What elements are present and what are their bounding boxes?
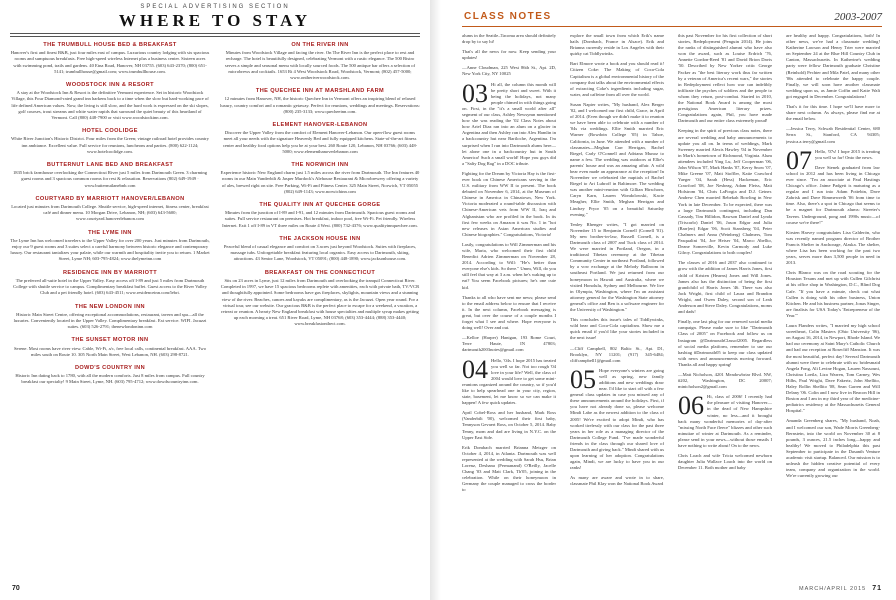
note-paragraph: That's all the news for now. Keep sending your updates! [462, 49, 556, 61]
listing-entry [220, 162, 420, 195]
listing-body: The preferred all-suite hotel in the Upper Valley. Easy access off I-89 and just 5 miles from Dartmouth College with shuttle service to campus. Complimentary breakfast buffet. Guest access to the River Valley Club and a pet friendly hotel. (603) 643-4511; www.residenceinn.com/lebri. [13, 277, 207, 296]
listing-body: Minutes from Woodstock Village and facing the river. On The River Inn is the perfect place to rest and recharge. The hotel is beautifully designed, celebrating Vermont with a rustic elegance. The 500 Bistro serves a simple and seasonal menu with locally sourced foods. The 500 antique bar offers a selection of microbrews and cocktails. 1653 Rt 4 West Woodstock Road, Woodstock, Vermont; (802) 457-5000; www.ontheriverwoodstock.com. [224, 50, 416, 81]
note-paragraph: Susan Napier writes, "My husband, Alex Berger '02, and I welcomed our first child, Grace, in April of 2014. (Even though we didn't make it to reunion we have been able to celebrate with a number of '04s via weddings. Ellie Smith married Eric Warner (Bowdoin College '05) in Tahoe, California, in June. We attended with a number of classmates—Meghan Carr Herrigan, Rachel Riegel, Carly O'Connell and Adriana Munoz to name a few. The wedding was outdoors at Ellie's parents' house and was an amazing affair. A wild bear even made an appearance at the reception! In November we celebrated the nuptials of Rachel Riegel to Ari Lubroff in Baltimore. The wedding was another mini-reunion with Gillian Hirschorn, Caryn Karn, Lauren Wondolowski, Kacie Meagher, Ellie Smith, Meghan Herrigan and Lindsey Pryor '05 on a beautiful Saturday evening." [570, 101, 664, 217]
listing-entry [10, 42, 210, 75]
listing-title: THE NEW LONDON INN [75, 303, 145, 310]
listing-body: Experience historic New England charm just 1.5 miles across the river from Dartmouth. The Inn features 40 rooms in our Main Vanderbilt & Jasper Murdock's Alehouse Restaurant & Microbrewery offering a variety of ales, brewed right on site. Free Parking, Wi-Fi and Fitness Center. 325 Main Street, Norwich, VT 05055 (802) 649-1143; www.norwichinn.com [220, 170, 420, 194]
listing-title: BUTTERNUT LANE BED AND BREAKFAST [46, 162, 174, 169]
class-year-note [786, 145, 880, 175]
page-title: WHERE TO STAY [118, 11, 312, 30]
note-paragraph: are healthy and happy. Congratulations, both! In other news, we've had a classmate wedding! Katherine Lawson and Henry Trier were married on September 24 at the Blue Hill Country Club in Canton, Massachusetts. In Katherine's wedding party were fellow Dartmouth graduate Christine (Reinhold) Pechter and Mila Patel, and many other '06s attended to celebrate the happy couple. Finally, we will soon have another classmate wedding upon us, as Jamie Coffin and Katie Walt got engaged in December. Congratulations! [786, 33, 880, 99]
listing-title: THE TRUMBULL HOUSE BED & BREAKFAST [43, 42, 177, 48]
listing-body: 1835 brick farmhouse overlooking the Connecticut River just 5 miles from Dartmouth Green. 3 charming guest rooms and 3 spacious common rooms for rest & relaxation. Reservations (802) 649-1949 · www.butternutlanebnb.com [12, 170, 208, 188]
listing-entry [220, 88, 420, 115]
note-paragraph: April Cobel-Ross and her husband, Mark Ross (Vanderbilt '00), welcomed their first baby, Tennyson Gevaert Ross, on October 5, 2014. Baby Tenny, mom and dad are living in N.Y.C. on the Upper East Side. [462, 410, 556, 440]
section-kicker: SPECIAL ADVERTISING SECTION [140, 4, 290, 10]
note-text: Hi, class of 2006! I recently had the pleasure of visiting Hanover—in the dead of New Hampshire winter, no less—and it brought back many wonderful memories of day-after "missing North Face fleece" blizzes and other such minutiae of winter at Dartmouth. As a reminder, please send in your news—without those emails I have nothing to write about! On to the news. [678, 394, 772, 448]
listing-body: Located just minutes from Dartmouth College. Shuttle service, high-speed internet, fitness center, breakfast café and dinner menu. 10 Morgan Drive, Lebanon, NH; (603) 643-5600; www.courtyard.hanoverlebanon.com [11, 204, 209, 222]
note-paragraph: The classes of 2016 and 2037 also continued to grow with the addition of James Harris Jones, first child of Kristen (Hearns) Jones and Will Jones. James also has the distinction of being the first grandchild of Harris Jones '46. There was also Jack Wright, first child of Laura and Brandon Wright, and Owen Daley, second son of Leah Anderson and Steve Daley. Congratulations, moms and dads! [678, 260, 772, 315]
section-title: CLASS NOTES [464, 11, 552, 22]
class-year-dropcap: 03 [462, 78, 488, 108]
notes-column-2 [570, 33, 664, 573]
listing-title: RESIDENCE INN BY MARRIOTT [62, 269, 158, 276]
note-paragraph: Finally, one last plug for our renewed social media campaign. Please make sure to like "Dartmouth Class of 2005" on Facebook and follow us on Instagram @DartmouthClassof2005. Regardless of social media platform, remember to use our hashtag #Dartmouth05 to keep our class updated with news and announcements moving forward. Thanks all and happy spring! [678, 319, 772, 367]
note-paragraph: explore the small town from which Erik's name hails (Dornbach, France in Alsace). Erik and Brianna currently reside in Los Angeles with their quirky cat Tiddlywinks. [570, 33, 664, 57]
listing-column-1 [10, 42, 210, 393]
note-paragraph: Erik Dombach married Brianna Metzger on October 4, 2014, in Atlanta. Dartmouth was well represented at the wedding with Sarah Hsu, Brian Lorenz, Deshana (Permanand) O'Reilly, Jacelle Chang '03 and Matt Clark, Th'05, joining in the celebration. While on their honeymoon in Germany the couple managed to cross the border to [462, 444, 556, 493]
listing-title: THE LYME INN [88, 229, 132, 236]
note-paragraph: this past November for his first collection of short stories, Redeployment (Penguin 2014). He joins the ranks of distinguished alumni who have also won the award, such as Louise Erdrich '76, Annette Gordon-Reed '81 and David Brion Davis '50. Described by New Yorker critic George Packer as "the best literary work thus far written by a veteran of America's recent wars," the stories in Redeployment reflect how war can indelibly infiltrate the psyches of soldiers and the people to whom they return, post-combat. Started in 2010, the National Book Award is among the most prestigious American literary prizes. Congratulations again, Phil, you have made Dartmouth and our entire class extremely proud! [678, 33, 772, 124]
note-text: Hello, '07s! I hope 2015 is treating you well so far! Onto the news. [815, 148, 880, 160]
class-year-note [678, 391, 772, 449]
listing-body: Serene. Most rooms have river view. Cable, Wi-Fi, a/c, free local calls, continental breakfast. AAA. Two miles south on Route 10. 305 North Main Street, West Lebanon, NH. (603) 298-8721. [13, 345, 207, 357]
note-paragraph: Tenley Rhenger writes, "I got married on November 15 to Benjamin Cornell (Cornell '01). My new brother-in-law, Russell Cornell, is a Dartmouth class of 2007 and Tuck class of 2014. We were married in Portland, Oregon, in a traditional Tibetan ceremony at the Tibetan Community Center in northeast Portland, followed by a vow exchange at the Melody Ballroom in southeast Portland. We just returned from our honeymoon in Hawaii and Australia, where we visited Honolulu, Sydney and Melbourne. We live in Olympia, Washington, where I'm an assistant attorney general for the Washington State attorney general's office and Ben is a software engineer for the University of Washington." [570, 221, 664, 313]
listing-entry [10, 128, 210, 155]
issue-date: MARCH/APRIL 2015 [799, 586, 867, 592]
listing-entry [10, 196, 210, 223]
listing-title: COURTYARD BY MARRIOTT HANOVER/LEBANON [35, 195, 185, 202]
advertising-page [0, 0, 430, 600]
listing-body: 12 minutes from Hanover, NH, the historic Quechee Inn in Vermont offers an inspiring blend of relaxed luxury, country comfort and a romantic getaway. Perfect for reunions, weddings and meetings. Reservations: (800) 235-3133; www.quecheeinn.com. [220, 96, 420, 114]
note-paragraph: alums in the Seattle–Tacoma area should definitely drop by to say hi! [462, 33, 556, 45]
listing-entry [220, 42, 420, 81]
note-paragraph: Kirsten Harvey congratulates Lisa Calderón, who was recently named program director of Brother Francis Shelter in Anchorage, Alaska. The shelter, where Lisa has been working for the past two years, serves more than 3,500 people in need in 2013. [786, 229, 880, 266]
listing-body: Minutes from the junction of I-89 and I-91, and 12 minutes from Dartmouth. Spacious guest rooms and suites. Full service restaurant on premises. Hot breakfast, indoor pool, free Wi-Fi. Pet friendly. Wireless Internet. Exit 1 off I-89 in VT three miles on Route 4 West. (800) 732-4376; www.qualityinnquechee.com. [222, 210, 418, 228]
class-year-note [570, 364, 664, 472]
class-year-note [462, 354, 556, 407]
listing-column-2 [220, 42, 420, 335]
page-gutter [430, 0, 448, 600]
note-paragraph: As many are aware and wrote in to share, classmate Phil Klay won the National Book Award [570, 475, 664, 487]
listing-title: THE NORWICH INN [291, 162, 349, 169]
note-paragraph: —Jessica Terry, Schwab Residential Center, 680 Serra St., Stanford, CA 94305; jessica.a.terry@gmail.com [786, 126, 880, 144]
listing-entry [220, 202, 420, 229]
listing-title: THE JACKSON HOUSE INN [279, 235, 361, 242]
note-paragraph: Chris Loach and wife Tricia welcomed newborn daughter Julia Wallace Loach into the world on December 11. Both mother and baby [678, 453, 772, 471]
title-rule-2 [10, 36, 420, 37]
note-paragraph: Keeping in the spirit of previous class notes, there are several wedding and baby announcements to update you all on. In terms of weddings, Mark Sweeney married Alexis Hawley '04 in November in Mark's hometown of Richmond, Virginia. Alum attendees included Ying Lu, Jeff Cooperman '06, John Wilson '07, Mark Hanks '07, Kerry Snow '07, Mike Greene '07, Matt Stoffler, Katie Crawford Yaeger '04, Sarah (Hess) Hackeman, Eric Crawford '08, Joe Nesbeag, Adam Fleiss, Matt Holstrom '04, Chris LaForgia and D.J. Geiner. Andrew Chen married Rebekah Bowling in New York in late December. To be expected, there was a large Dartmouth contingent, including Dan Cassady, Tim Hillidon, Rawson Daniel and Lynda (Triscarlo) Daniel '06, Jason Edgar and Julia (Barr)en) Edgar '06, Scott Stansberg '04, Peter Chalmers and Anna (Weinberg) Chalmers, Tom Pasqualini '04, Joe Heiser '04, Marco Abellto, Deane Somerville, Kevin Carmody and Luke Gilroy. Congratulations to both couples! [678, 128, 772, 256]
listing-entry [10, 304, 210, 331]
note-paragraph: —Kelloe (Harper) Hanigan, 193 Rome Court, Terre Haute, IN 47803; dartmouth2003notes@gmail.com [462, 335, 556, 353]
page-footer [799, 585, 882, 592]
listing-entry [220, 270, 420, 328]
notes-column-3 [678, 33, 772, 573]
listing-entry [10, 82, 210, 121]
note-paragraph: Amanda Greenberg shares, "My husband, Noah, and I welcomed our son, Wade Morris Greenberg-Bernstein, into the world on November 30 at 8 pounds, 3 ounces, 21.5 inches long—happy and healthy! We moved to Philadelphia this past September to participate in the Dasanth Venture academic visit startup. Balanced. Our mission is to unleash the hidden creative potential of every team, company and organization in the world. We're currently growing our [786, 418, 880, 479]
note-paragraph: Fighting for the Dream by Victoria Hay is the first-ever book on Chinese Americans serving in the U.S. military from WW II to present. The book debuted on November 6, 2014, at the Museum of Chinese in America in Chinatown, New York. Victoria moderated a round-table discussion with Chinese-American vets from WW II, Iraq and Afghanistan who are profiled in the book. In its first few weeks on Amazon it was No. 1 in "hot new releases in Asian American studies and Chinese biographies." Congratulations, Victoria! [462, 170, 556, 237]
note-paragraph: Chris Blanco was on the road scouting for the Houston Texans and met up with Cullen Gilchrist at his office shop in Washington, D.C., Blind Dog Cafe. "If you have a minute, check out what Cullen is doing with his other business, Union Kitchen. He and his business partner, Jonas Singer, are finalists for USA Today's 'Entrepreneur of the Year.'" [786, 270, 880, 318]
title-rule [10, 33, 420, 34]
class-year-dropcap: 05 [570, 364, 596, 394]
listing-entry [10, 365, 210, 386]
left-page-number: 70 [12, 585, 20, 592]
listing-body: Peaceful blend of casual elegance and comfort on 3 acres just beyond Woodstock. Suites with fireplaces, massage tubs. Unforgettable breakfast featuring local organics. Easy access to Dartmouth, skiing, attractions. 43 Senior Lane, Woodstock, VT 05091; (800) 448-1890; www.jacksonhouse.com. [223, 244, 417, 262]
note-text: Hi all, the column this month will be pretty short and sweet. With it being the holidays, not many people chimed in with things going on. First, in the "it's a small world after all" segment of our class, Ashley Newsymn mentioned how she was reading the '02 Class Notes about how Ariel Diaz ran into an alum on a glacier in Argentina and then Ashley ran into Alex Hamlin in a backcountry hut near Bariloche, Argentina. I'm surprised when I run into Dartmouth alums here—let alone one in a backcountry hut in South America! Such a small world! Hope you guys did a "Salty Dog Rag" in a DOC tribute. [462, 81, 556, 166]
listing-body: The Lyme Inn has welcomed travelers to the Upper Valley for over 200 years. Just minutes from Dartmouth, enjoy our 9 guest rooms and 3 suites select a careful harmony between historic elegance and contemporary luxury. Our restaurant tantalizes your palate, while our warmth and hospitality invite you to return. 1 Market Street, Lyme NH; 603-795-4824; www.thelymeinn.com [10, 237, 210, 262]
note-paragraph: Lastly, congratulations to Will Zimmerman and his wife, Maria, who welcomed their first child Benedict Adrien Zimmerman on November 28, 2014. According to Will: "He's better than everyone else's kids. So there." Umm, Will, do you still feel that way at 3 a.m. when he's waking up to eat? You seem Facebook pictures; he's one cute kid. [462, 241, 556, 290]
class-years: 2003-2007 [834, 11, 882, 23]
notes-column-1 [462, 33, 556, 573]
class-year-dropcap: 06 [678, 391, 704, 421]
listing-body: Historic Main Street Centre, offering exceptional accommodations, restaurant, tavern and spa—all the luxuries. Conveniently located in the Upper Valley. Complimentary breakfast. Ext service. WIFI. Jacuzzi suites. (603) 526-2791; thenewlondoninn.com [13, 311, 207, 330]
note-paragraph: Laura Flanders writes, "I married my high school sweetheart, Colin Masters (Ohio University '06), on August 16, 2014, in Newport, Rhode Island. We had our ceremony at Saint Mary's Catholic Church and had our reception at Rosecliff Mansion. It was the most beautiful, perfect day! Several Dartmouth alumni were there to celebrate with us: bridesmaid Angela Fong, Ali Levine Hogan, Lauren Nassouni, Christina Loeila, Liza Warren, Tom Carney, Wes Hilbs, Paul Wright, Dave Fakertz, John Shellito, Haley Rollin Shellito '08, Sean Garren and Will Delany '06. Colin and I now live in Beacon Hill in Boston and I am in my third year of the medicine-pediatrics residency at the Massachusetts General Hospital." [786, 323, 880, 414]
note-paragraph: This concludes this issue's tales of Tiddlywinks, wild bear and Coca-Cola capitalism. Show me a quick email if you'd like your stories included in the next issue! [570, 317, 664, 341]
listing-entry [10, 230, 210, 263]
class-year-dropcap: 07 [786, 145, 812, 175]
listing-title: HOTEL COOLIDGE [82, 128, 138, 135]
listing-title: ELEMENT HANOVER-LEBANON [272, 122, 368, 129]
listing-title: WOODSTOCK INN & RESORT [66, 82, 154, 89]
note-paragraph: Thanks to all who have sent me news; please send to the email address below to ensure that I receive it. In the next column, Facebook messaging is great, but over the course of a couple months I forget what I see and where. Hope everyone is doing well! Over and out. [462, 294, 556, 331]
note-paragraph: —Anne Cloudman, 225 West 86th St., Apt. 2D, New York City, NY 10025 [462, 65, 556, 77]
listing-title: DOWD'S COUNTRY INN [74, 364, 146, 371]
listing-body: White River Junction's Historic District. Four miles from the Green; vintage railroad hotel provides country inn ambiance. Excellent value. Full service for reunions, luncheons and parties. (800) 622-1124; www.hotelcoolidge.com. [11, 136, 209, 154]
listing-title: THE QUALITY INN AT QUECHEE GORGE [259, 202, 381, 209]
listing-entry [10, 337, 210, 358]
listing-title: BREAKFAST ON THE CONNECTICUT [264, 269, 376, 276]
note-text: Hello, '04s. I hope 2015 has treated you well so far. Not too rough '04 love in your life? Well, the class of 2004 would love to get some mini-reunions organized around the country, so if you'd like to help spearhead one in your city, region, state, basement, let me know so we can make it happen! A few quick updates. [462, 357, 556, 406]
listing-title: THE SUNSET MOTOR INN [71, 337, 149, 344]
class-year-dropcap: 04 [462, 354, 488, 384]
class-year-note [462, 78, 556, 167]
listing-body: A stay at the Woodstock Inn & Resort is the definitive Vermont experience. Set in historic Woodstock Village, this Four Diamond-rated grand inn harkens back to a time when the slow but hard-working pace of life defined American values. Now, the living is still slow, and the hard work is expressed on the ski slopes, golf courses, trout streams and white water rapids that surround the quiet beauty of this heartland of Vermont. Call (800) 448-7900 or visit www.woodstockinn.com. [11, 90, 209, 121]
listing-body: Hanover's first and finest B&B, just four miles east of campus. Luxurious country lodging with six spacious rooms and sumptuous breakfasts. Free high-speed wireless Internet plus a business center. Sixteen acres with swimming pond, trails and gardens. 40 Etna Road, Hanover, NH 03755. (603) 643-2370; (800) 651-5141; trumbullhouse@gmail.com; www.trumbullhouse.com. [10, 50, 210, 74]
listing-entry [220, 122, 420, 155]
listing-entry [220, 236, 420, 263]
note-paragraph: That's it for this time. I hope we'll have more to share next column. As always, please find me at the email below. [786, 104, 880, 122]
class-notes-page [448, 0, 896, 600]
note-paragraph: —Cliff Campbell, 802 Baltic St., Apt. D1, Brooklyn, NY 11201; (917) 345-6484; cliffcampbell1@gmail.com [570, 345, 664, 363]
listing-body: Historic Inn dating back to 1780, with all the modern comforts. Just 8 miles from campus. Full country breakfast our specialty! 9 Main Street, Lyme, NH. (603) 795-4712; www.dowdscountryinn.com. [15, 373, 205, 385]
listing-title: ON THE RIVER INN [291, 42, 349, 48]
page-number: 71 [872, 585, 882, 592]
header-rule [462, 26, 882, 27]
note-paragraph: Dave Stenek graduated from law school in 2012 and has been living in Chicago ever since. "I'm an associate at Paul Hastings Chicago's office. Jaime Padgett is maturing as a regular and I run into Adam Pottebin, Dave Zabrisk and Dave Rimmewreth '06 from time to time. Also, there's a spot in Chicago that seems to be a magnet for Dartmouth alums: Streeter's Tavern. Underground, pong and 1990s music—of course we're there!" [786, 164, 880, 225]
listing-body: Sits on 23 acres in Lyme, just 12 miles from Dartmouth and overlooking the tranquil Connecticut River. Completed in 1997, we have 15 spacious bedrooms replete with amenities, each with private bath, TV/VCR and thoughtfully appointed. Some bedrooms have gas fireplaces, skylights, mountain views and a stunning view of the river. Beaches, canoes and kayaks are complimentary, as is the Jacuzzi. Open year round. For a virtual tour, see our website. Our gracious B&B is the perfect place to escape for a weekend, a vacation, a retreat or reunion. A hearty New England breakfast with house specialties and multiple syrup makes getting up each morning a treat. 651 River Road, Lyme, NH 03768; (603) 353-4444; (888) 353-4440; www.breakfastonthect.com. [220, 277, 420, 327]
listing-entry [10, 270, 210, 297]
listing-entry [10, 162, 210, 189]
listing-body: Discover the Upper Valley from the comfort of Element Hanover-Lebanon. Our open-flow guest rooms meet all your needs with the signature Heavenly Bed and fully equipped kitchens. State-of-the-art fitness center and healthy food options help you be at your best. 260 Route 120, Lebanon, NH 03766; (603) 448-5000; www.elementhanoverlebanon.com [222, 130, 418, 154]
note-paragraph: —Matt Nicholson, 4201 Meadowbriar Blvd. NW, #202, Washington, DC 20007; mtnicholson2@gmail.com [678, 371, 772, 390]
notes-column-4 [786, 33, 880, 573]
note-text: Hope everyone's winters are going well as spring, new family additions and new weddings draw near. I'd like to start off with a few general class updates in case you missed any of these announcements around the holidays. First, if you have not already done so, please welcome Mindi Labe as the newest addition to the class of 2005! We're excited to adopt Mindi, who has worked tirelessly with our class for the past three years in her role as a managing director of the Dartmouth College Fund. "I've made wonderful friends in the class through our shared love of Dartmouth and giving back." Mindi shared with us upon learning of her adoption. Congratulations again, Mindi, we are lucky to have you in our ranks! [570, 367, 664, 471]
listing-title: THE QUECHEE INN AT MARSHLAND FARM [255, 88, 385, 95]
note-paragraph: Bart Elmore wrote a book and you should read it! Citizen Coke: The Making of Coca-Cola Capitalism is a global environmental history of the company that talks about the environmental effects of extracting Coke's ingredients including sugar, water, and caffeine from all over the world. [570, 61, 664, 97]
